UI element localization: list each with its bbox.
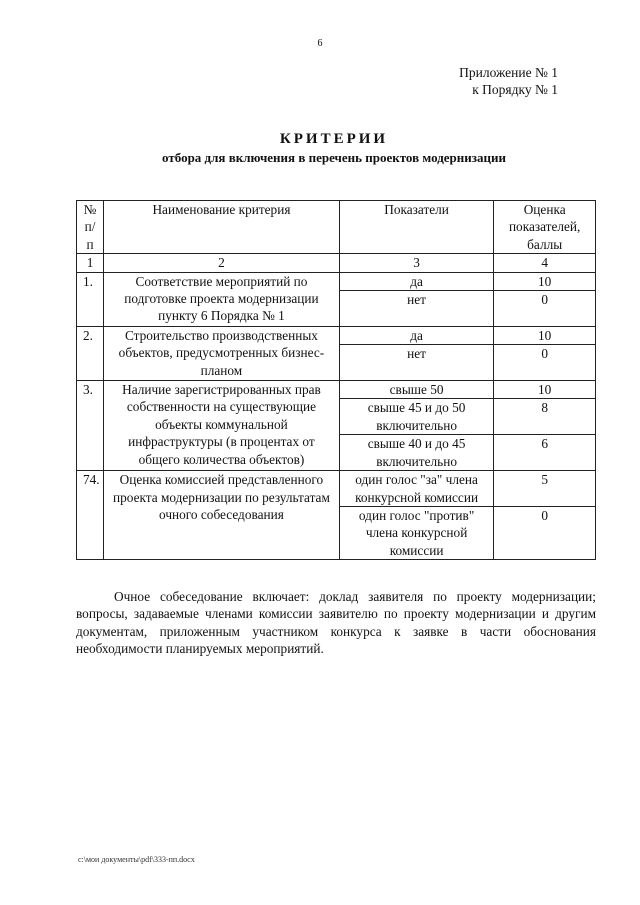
- score-cell: 10: [494, 272, 596, 290]
- indicator-cell: один голос "за" члена конкурсной комиссии: [339, 471, 493, 507]
- file-path-footer: c:\мои документы\pdf\333-пп.docx: [78, 855, 195, 864]
- score-cell: 0: [494, 291, 596, 309]
- criteria-table: [76, 200, 596, 560]
- index-cell: 2: [104, 254, 340, 272]
- index-cell: 3: [339, 254, 493, 272]
- table-index-row: [77, 254, 596, 272]
- score-cell: 5: [494, 471, 596, 507]
- empty-cell: [494, 363, 596, 381]
- criterion-number: 2.: [77, 326, 104, 380]
- index-cell: 1: [77, 254, 104, 272]
- criterion-name: Строительство производственных объектов, предусмотренных бизнес-планом: [104, 326, 340, 380]
- indicator-cell: свыше 45 и до 50 включительно: [339, 399, 493, 435]
- empty-cell: [339, 308, 493, 326]
- indicator-cell: нет: [339, 291, 493, 309]
- score-cell: 8: [494, 399, 596, 435]
- page-number: 6: [317, 38, 323, 49]
- indicator-cell: да: [339, 272, 493, 290]
- criterion-name: Наличие зарегистрированных прав собственности на существующие объекты коммунальной инфраструктуры (в процентах от общего количества объектов): [104, 381, 340, 471]
- criterion-number: 1.: [77, 272, 104, 326]
- indicator-cell: один голос "против" члена конкурсной комиссии: [339, 506, 493, 559]
- header-score: Оценка показателей, баллы: [494, 201, 596, 254]
- table-header-row: [77, 201, 596, 254]
- score-cell: 10: [494, 381, 596, 399]
- body-paragraph: Очное собеседование включает: доклад заявителя по проекту модернизации; вопросы, задаваемые членами комиссии заявителю по проекту модернизации и другим документам, приложенным участником конкурса к заявке в части обоснования необходимости планируемых мероприятий.: [76, 589, 596, 657]
- criterion-name: Оценка комиссией представленного проекта модернизации по результатам очного собеседования: [104, 471, 340, 560]
- indicator-cell: да: [339, 326, 493, 344]
- criterion-name: Соответствие мероприятий по подготовке проекта модернизации пункту 6 Порядка № 1: [104, 272, 340, 326]
- indicator-cell: нет: [339, 345, 493, 363]
- score-cell: 0: [494, 345, 596, 363]
- table-row: [77, 471, 596, 507]
- header-num: № п/ п: [77, 201, 104, 254]
- appendix-line-1: Приложение № 1: [459, 65, 558, 80]
- criterion-number: 74.: [77, 471, 104, 560]
- index-cell: 4: [494, 254, 596, 272]
- header-indicators: Показатели: [339, 201, 493, 254]
- document-subtitle: отбора для включения в перечень проектов модернизации: [162, 150, 506, 165]
- empty-cell: [494, 308, 596, 326]
- table-row: [77, 272, 596, 290]
- table-row: [77, 326, 596, 344]
- indicator-cell: свыше 50: [339, 381, 493, 399]
- empty-cell: [339, 363, 493, 381]
- score-cell: 0: [494, 506, 596, 559]
- indicator-cell: свыше 40 и до 45 включительно: [339, 435, 493, 471]
- header-name: Наименование критерия: [104, 201, 340, 254]
- document-title: КРИТЕРИИ: [279, 131, 389, 147]
- appendix-line-2: к Порядку № 1: [472, 82, 558, 97]
- score-cell: 10: [494, 326, 596, 344]
- score-cell: 6: [494, 435, 596, 471]
- criterion-number: 3.: [77, 381, 104, 471]
- appendix-reference: [459, 64, 558, 98]
- table-row: [77, 381, 596, 399]
